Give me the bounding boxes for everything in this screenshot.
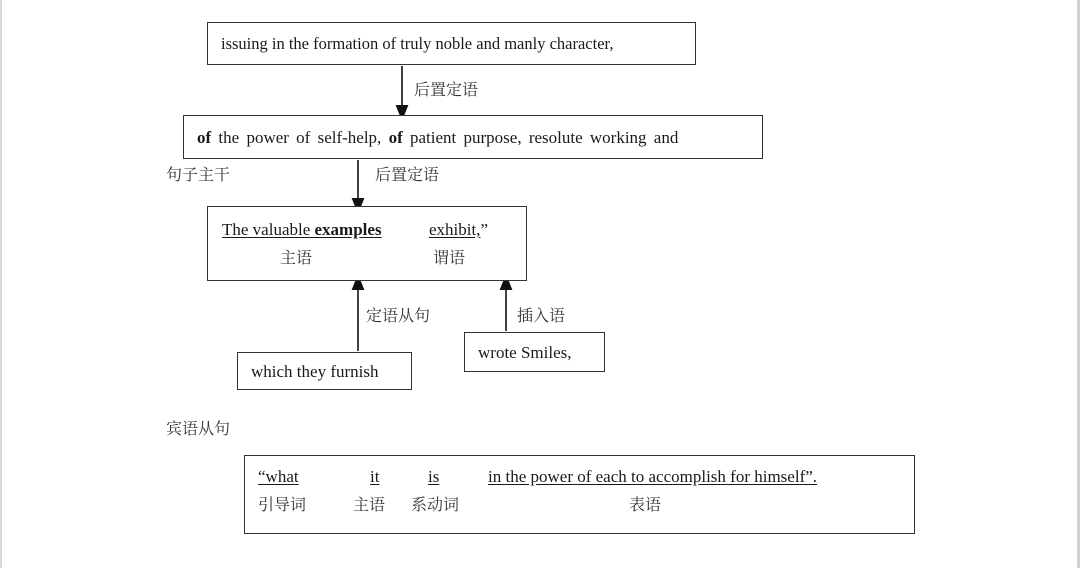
box-which-they-furnish [237,352,412,390]
box-object-clause [244,455,915,534]
object-word-is: is [428,467,440,486]
of-phrase-2: patient purpose, resolute working and [402,128,679,147]
object-predicative: in the power of each to accomplish for himself”. [488,467,818,486]
label-postmodifier-1: 后置定语 [414,80,479,99]
main-predicate [429,220,488,240]
of-phrase-1: the power of self-help, [211,128,389,147]
label-attributive-clause: 定语从句 [366,306,431,325]
subject-cn-label: 主语 [280,248,313,267]
main-subject-underlined [222,220,382,239]
box-main-clause [207,206,527,281]
label-sentence-trunk: 句子主干 [166,165,231,184]
object-cn-introducer: 引导词 [258,495,307,514]
predicate-underlined: exhibit, [429,220,481,239]
box-issuing [207,22,696,65]
box-of-the-power-text [197,128,678,148]
predicate-cn-label: 谓语 [433,248,466,267]
box-issuing-text: issuing in the formation of truly noble and manly character, [221,34,614,53]
of-word-1: of [197,128,212,147]
label-parenthesis: 插入语 [517,306,566,325]
label-object-clause: 宾语从句 [166,419,231,438]
box-wrote-text: wrote Smiles, [478,343,572,362]
subject-head: examples [314,220,382,239]
predicate-quote: ” [480,220,489,239]
box-which-text: which they furnish [251,362,379,381]
object-cn-predicative: 表语 [629,495,662,514]
object-cn-subject: 主语 [353,495,386,514]
box-of-the-power [183,115,763,159]
main-subject [222,220,382,240]
box-wrote-smiles [464,332,605,372]
object-cn-linking-verb: 系动词 [411,495,460,514]
of-word-2: of [388,128,403,147]
object-word-what: “what [258,467,299,486]
label-postmodifier-2: 后置定语 [375,165,440,184]
object-word-it: it [370,467,380,486]
subject-pre: The valuable [222,220,315,239]
